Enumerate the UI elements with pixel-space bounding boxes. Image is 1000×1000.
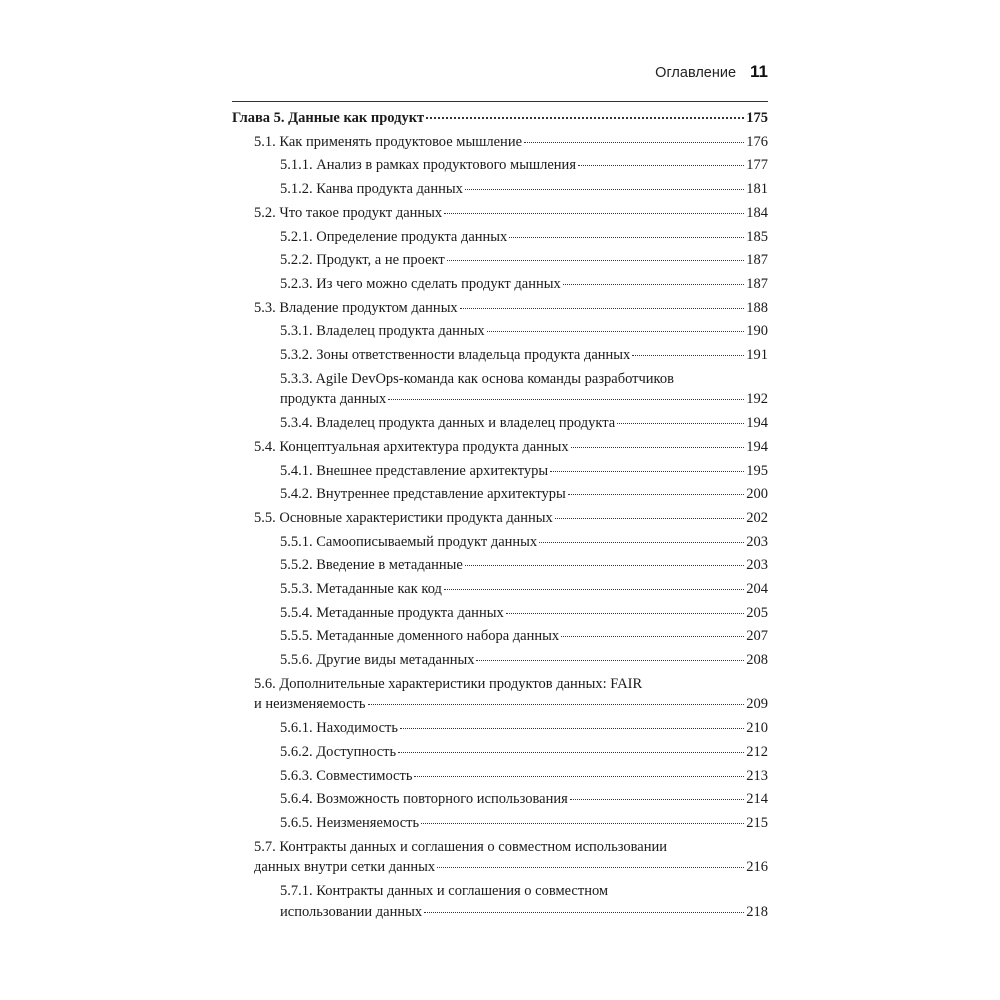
toc-page-number: 203 [746,533,768,550]
toc-entry-title: и неизменяемость [254,696,366,713]
toc-page-number: 175 [746,110,768,126]
dot-leader [460,308,745,309]
toc-entry-title: 5.6.5. Неизменяемость [280,815,420,831]
toc-entry-title-line: 5.3.3. Agile DevOps-команда как основа команды разработчиков [280,370,674,387]
dot-leader [571,447,745,448]
dot-leader [578,165,744,166]
toc-entry-title: 5.5.4. Метаданные продукта данных [280,604,504,621]
dot-leader [539,542,744,543]
dot-leader [524,142,744,143]
toc-entry-title: 5.3.4. Владелец продукта данных и владелец продукта [280,415,616,432]
toc-page-number: 185 [746,228,768,245]
toc-entry-title: 5.6.4. Возможность повторного использования [280,791,568,808]
toc-entry[interactable] [232,157,768,174]
toc-page-number: 194 [746,438,768,455]
toc-entry[interactable] [232,323,768,340]
toc-entry-title: 5.5.5. Метаданные доменного набора данных [280,628,560,645]
toc-entry[interactable] [232,347,768,364]
toc-page-number: 210 [746,720,768,737]
toc-entry[interactable] [232,300,768,317]
toc-chapter-entry[interactable] [232,110,768,127]
dot-leader [444,213,744,214]
toc-entry[interactable] [232,439,768,456]
toc-entry-title-line: 5.6. Дополнительные характеристики продуктов данных: FAIR [254,675,643,692]
toc-entry[interactable] [232,510,768,527]
toc-entry-title: данных внутри сетки данных [254,859,436,876]
toc-entry-title-line: 5.7. Контракты данных и соглашения о совместном использовании [254,838,667,855]
dot-leader [561,636,744,637]
dot-leader [444,589,744,590]
dot-leader [465,189,744,190]
toc-page-number: 195 [746,462,768,479]
toc-page-number: 214 [746,791,768,808]
toc-page-number: 205 [746,604,768,621]
toc-entry[interactable] [232,791,768,808]
toc-entry-title: 5.6.2. Доступность [280,743,397,760]
toc-page-number: 190 [746,323,768,340]
toc-entry[interactable] [232,768,768,785]
toc-page-number: 181 [746,181,768,198]
dot-leader [563,284,745,285]
header-page-number: 11 [750,62,768,81]
toc-entry-title: 5.5. Основные характеристики продукта данных [254,509,553,526]
toc-entry[interactable] [232,534,768,551]
dot-leader [465,565,744,566]
toc-page-number: 184 [746,204,768,221]
toc-entry-title: 5.2. Что такое продукт данных [254,204,443,221]
toc-entry-title: 5.2.3. Из чего можно сделать продукт данных [280,275,561,292]
toc-entry[interactable] [232,181,768,198]
toc-page-number: 207 [746,628,768,645]
toc-page-number: 187 [746,252,768,269]
toc-entry[interactable] [232,276,768,293]
dot-leader [550,471,744,472]
dot-leader [568,494,744,495]
toc-entry[interactable] [232,815,768,832]
toc-entry[interactable] [232,652,768,669]
toc-entry[interactable] [232,205,768,222]
toc-page-number: 209 [746,696,768,713]
toc-entry[interactable] [232,883,768,921]
dot-leader [487,331,745,332]
dot-leader [617,423,744,424]
toc-page-number: 208 [746,652,768,669]
toc-entry-title: 5.3. Владение продуктом данных [254,299,458,316]
toc-entry-title: 5.3.2. Зоны ответственности владельца продукта данных [280,347,631,363]
toc-page-number: 194 [746,415,768,432]
running-header [232,62,768,86]
dot-leader [555,518,745,519]
toc-entry[interactable] [232,581,768,598]
toc-page-number: 213 [746,767,768,784]
header-rule [232,101,768,102]
dot-leader [426,117,744,119]
toc-entry-title-line: 5.7.1. Контракты данных и соглашения о совместном [280,883,609,900]
dot-leader [570,799,744,800]
dot-leader [388,399,744,400]
dot-leader [506,613,745,614]
toc-entry-title: 5.5.6. Другие виды метаданных [280,652,475,669]
toc-page-number: 203 [746,557,768,574]
dot-leader [437,867,744,868]
toc-entry-title: 5.5.3. Метаданные как код [280,581,442,597]
dot-leader [476,660,744,661]
toc-entry[interactable] [232,605,768,622]
toc-entry[interactable] [232,744,768,761]
toc-entry-title: использовании данных [280,903,423,920]
toc-entry[interactable] [232,557,768,574]
dot-leader [421,823,744,824]
toc-page-number: 200 [746,486,768,503]
toc-entry-title: 5.3.1. Владелец продукта данных [280,323,485,340]
toc-entry-title: продукта данных [280,391,387,408]
dot-leader [509,237,744,238]
toc-entry-title: Глава 5. Данные как продукт [232,110,425,126]
toc-entry-title: 5.5.2. Введение в метаданные [280,557,463,574]
toc-entry[interactable] [232,839,768,877]
dot-leader [398,752,744,753]
dot-leader [632,355,744,356]
dot-leader [424,912,744,913]
toc-page-number: 191 [746,347,768,363]
toc-entry[interactable] [232,415,768,432]
toc-entry[interactable] [232,486,768,503]
toc-page-number: 187 [746,275,768,292]
dot-leader [414,776,744,777]
toc-page-number: 202 [746,509,768,526]
toc-page-number: 192 [746,391,768,408]
toc-entry[interactable] [232,371,768,409]
dot-leader [368,704,745,705]
toc-page-number: 215 [746,815,768,831]
toc-entry-title: 5.1. Как применять продуктовое мышление [254,133,523,150]
toc-entry-title: 5.4.2. Внутреннее представление архитектуры [280,486,566,503]
toc-entry-title: 5.6.1. Находимость [280,720,398,737]
dot-leader [447,260,745,261]
dot-leader [400,728,744,729]
toc-page-number: 177 [746,157,768,174]
header-section-title: Оглавление [655,65,737,81]
toc-page-number: 212 [746,743,768,760]
toc-page-number: 216 [746,859,768,876]
toc-entry[interactable] [232,676,768,714]
toc-entry[interactable] [232,628,768,645]
toc-entry[interactable] [232,134,768,151]
toc-entry-title: 5.2.1. Определение продукта данных [280,228,508,245]
toc-entry[interactable] [232,463,768,480]
toc-page-number: 188 [746,299,768,316]
toc-entry-title: 5.6.3. Совместимость [280,767,413,784]
toc-entry-title: 5.5.1. Самоописываемый продукт данных [280,533,538,550]
toc-entry-title: 5.1.1. Анализ в рамках продуктового мышления [280,157,576,174]
toc-entry-title: 5.4.1. Внешнее представление архитектуры [280,462,549,479]
toc-entry[interactable] [232,720,768,737]
toc-entry[interactable] [232,252,768,269]
toc-entry-title: 5.4. Концептуальная архитектура продукта данных [254,438,569,455]
toc-page-number: 176 [746,133,768,150]
toc-entry-title: 5.1.2. Канва продукта данных [280,181,463,198]
toc-page-number: 218 [746,903,768,920]
toc-page-number: 204 [746,581,768,597]
toc-entry[interactable] [232,229,768,246]
toc-entry-title: 5.2.2. Продукт, а не проект [280,252,445,269]
